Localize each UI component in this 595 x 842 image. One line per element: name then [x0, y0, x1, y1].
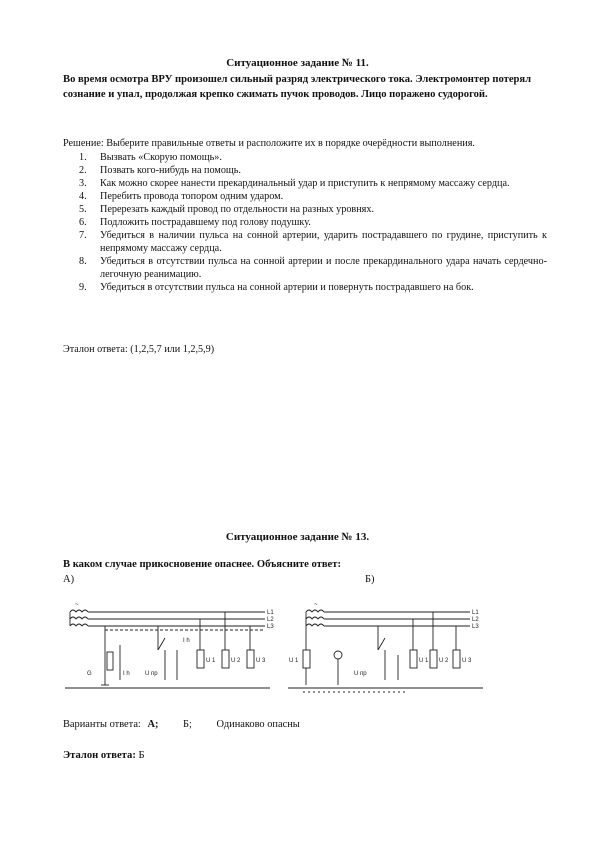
- list-item: 8. Убедиться в отсутствии пульса на сонной артерии и после прекардинального удара начать сердечно-легочную реанимацию.: [79, 256, 547, 280]
- list-item: 7. Убедиться в наличии пульса на сонной артерии, ударить пострадавшего по грудине, приступить к непрямому массажу сердца.: [79, 230, 547, 254]
- task11-options-list: [63, 151, 547, 294]
- svg-text:L1: L1: [267, 610, 274, 616]
- svg-text:I h: I h: [123, 671, 130, 677]
- task13-question: В каком случае прикосновение опаснее. Объясните ответ:: [63, 559, 341, 570]
- variant-a: А;: [147, 719, 159, 730]
- diagram-b-label: Б): [365, 574, 375, 585]
- source-symbol-b: ~: [314, 602, 318, 608]
- svg-text:U 3: U 3: [462, 658, 472, 664]
- task11-reference-answer: Эталон ответа: (1,2,5,7 или 1,2,5,9): [63, 344, 215, 355]
- svg-text:L1: L1: [472, 610, 479, 616]
- svg-text:U 3: U 3: [256, 658, 266, 664]
- diagram-a-label: А): [63, 574, 75, 585]
- svg-text:U 1: U 1: [419, 658, 429, 664]
- answer-variants: [63, 719, 300, 730]
- svg-text:L3: L3: [267, 624, 274, 630]
- svg-text:G: G: [87, 671, 92, 677]
- source-symbol-a: ~: [75, 602, 79, 608]
- circuit-diagram-a: [65, 600, 280, 700]
- list-item: 3. Как можно скорее нанести прекардинальный удар и приступить к непрямому массажу сердца.: [79, 178, 510, 189]
- svg-text:U 2: U 2: [231, 658, 241, 664]
- svg-text:U 1: U 1: [206, 658, 216, 664]
- variant-b: Б;: [183, 719, 192, 730]
- list-item: 1. Вызвать «Скорую помощь».: [79, 152, 222, 163]
- list-item: 5. Перерезать каждый провод по отдельности на разных уровнях.: [79, 204, 374, 215]
- svg-text:L3: L3: [472, 624, 479, 630]
- svg-text:L2: L2: [267, 617, 274, 623]
- task11-statement: Во время осмотра ВРУ произошел сильный разряд электрического тока. Электромонтер потерял сознание и упал, продолжая крепко сжимать пучок проводов. Лицо поражено судорогой.: [63, 74, 532, 100]
- svg-text:L2: L2: [472, 617, 479, 623]
- list-item: 6. Подложить пострадавшему под голову подушку.: [79, 217, 311, 228]
- task13-title: Ситуационное задание № 13.: [225, 531, 370, 543]
- svg-text:U пр: U пр: [354, 671, 367, 677]
- task11-instruction: Решение: Выберите правильные ответы и расположите их в порядке очерёдности выполнения.: [63, 138, 475, 149]
- list-item: 9. Убедиться в отсутствии пульса на сонной артерии и повернуть пострадавшего на бок.: [79, 282, 474, 293]
- circuit-diagram-b: [288, 600, 493, 700]
- svg-text:I h: I h: [183, 638, 190, 644]
- list-item: 2. Позвать кого-нибудь на помощь.: [79, 165, 241, 176]
- svg-text:U 2: U 2: [439, 658, 449, 664]
- svg-text:U пр: U пр: [145, 671, 158, 677]
- svg-text:U 1: U 1: [289, 658, 299, 664]
- task11-title: Ситуационное задание № 11.: [226, 57, 369, 69]
- variant-equal: Одинаково опасны: [216, 719, 300, 730]
- list-item: 4. Перебить провода топором одним ударом.: [79, 191, 284, 202]
- task13-reference-answer: Эталон ответа: Б: [63, 750, 145, 761]
- variants-label: Варианты ответа:: [63, 719, 141, 730]
